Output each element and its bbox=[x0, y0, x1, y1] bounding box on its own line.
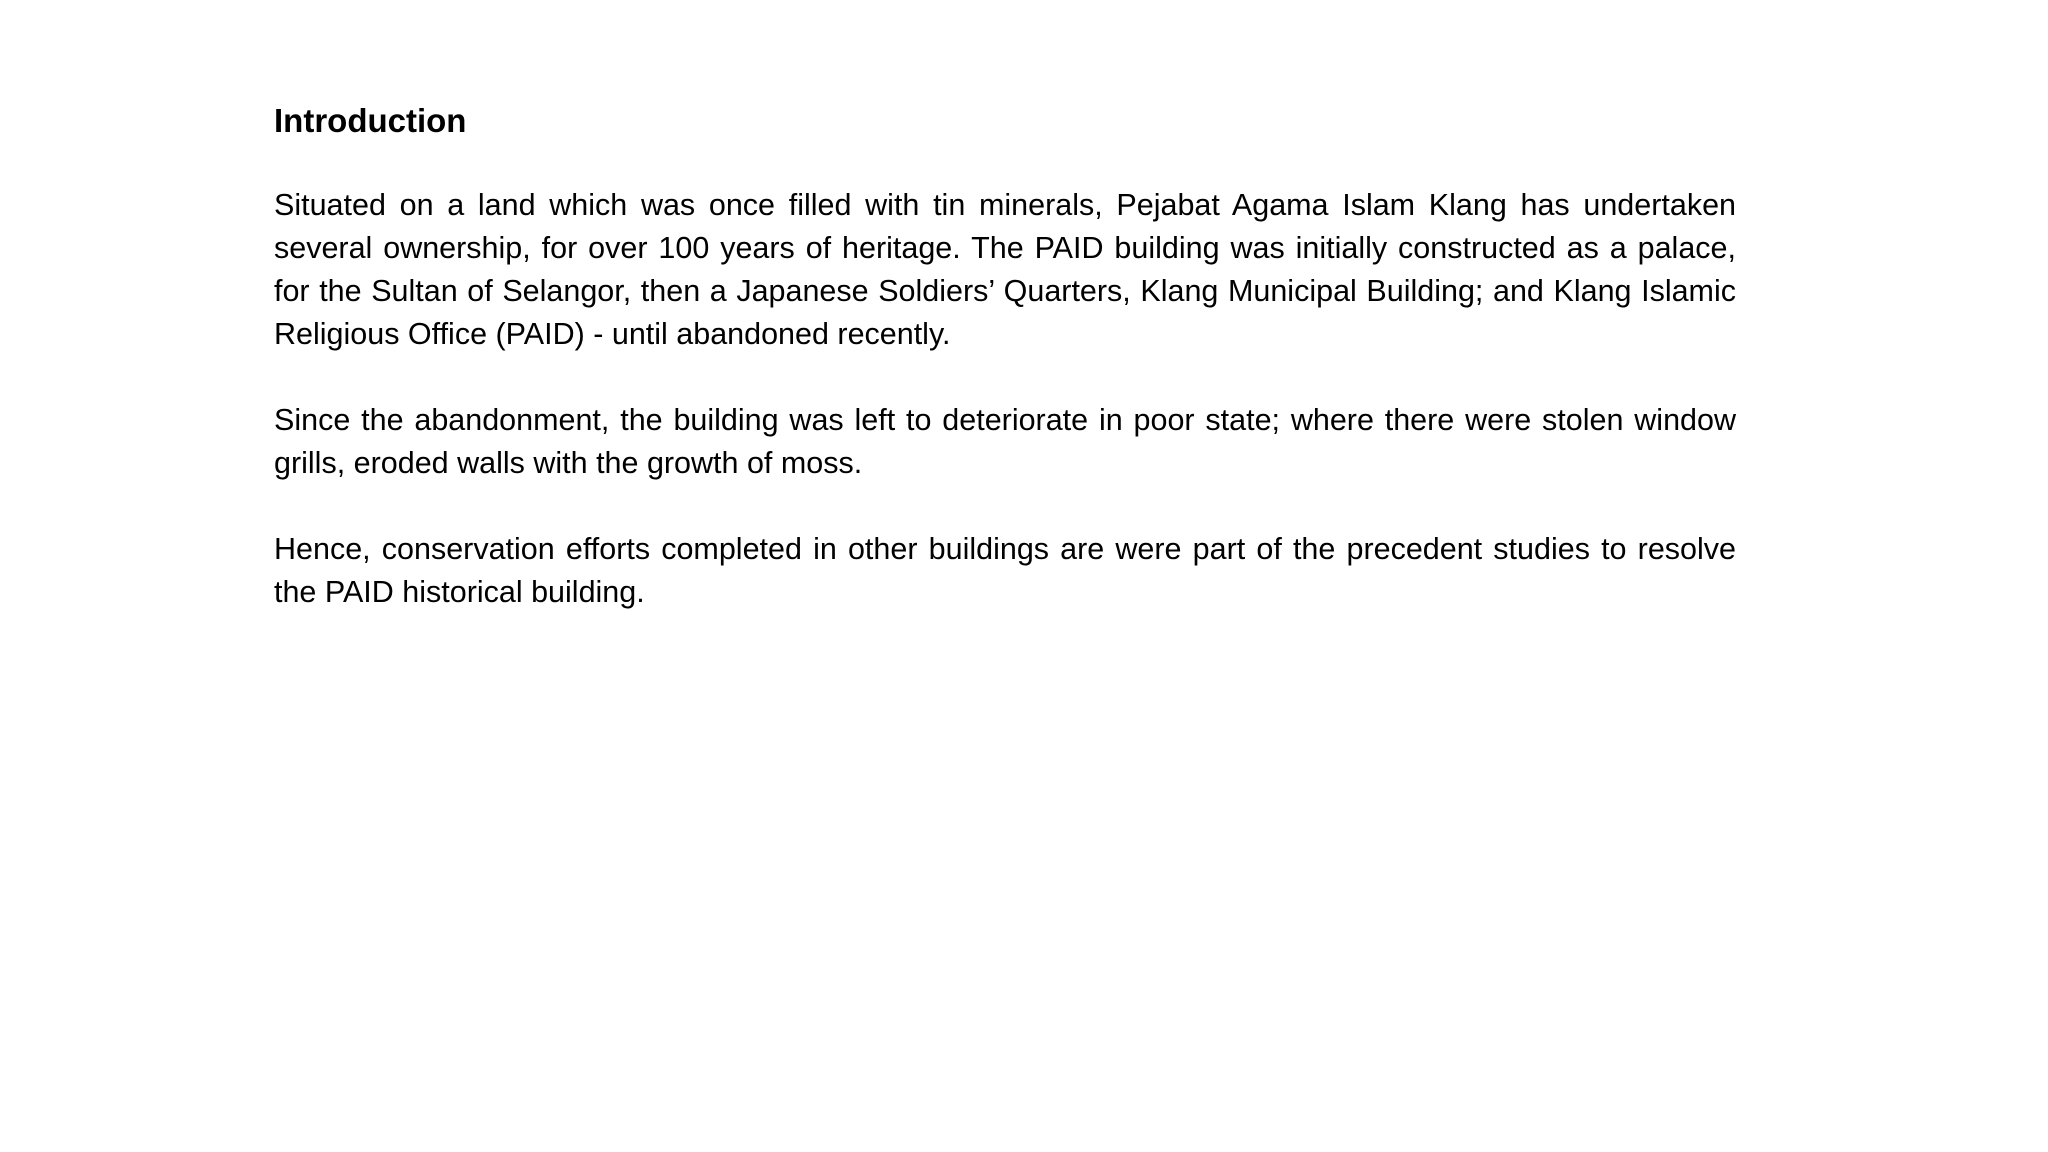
document-page bbox=[274, 98, 1736, 657]
paragraph-conservation: Hence, conservation efforts completed in other buildings are were part of the precedent studies to resolve the PAID historical building. bbox=[274, 532, 1736, 609]
section-heading: Introduction bbox=[274, 102, 467, 139]
paragraph-history: Situated on a land which was once filled with tin minerals, Pejabat Agama Islam Klang has undertaken several ownership, for over 100 years of heritage. The PAID building was initially constructed as a palace, for the Sultan of Selangor, then a Japanese Soldiers’ Quarters, Klang Municipal Building; and Klang Islamic Religious Office (PAID) - until abandoned recently. bbox=[274, 188, 1736, 351]
paragraph-deterioration: Since the abandonment, the building was left to deteriorate in poor state; where there were stolen window grills, eroded walls with the growth of moss. bbox=[274, 403, 1736, 480]
